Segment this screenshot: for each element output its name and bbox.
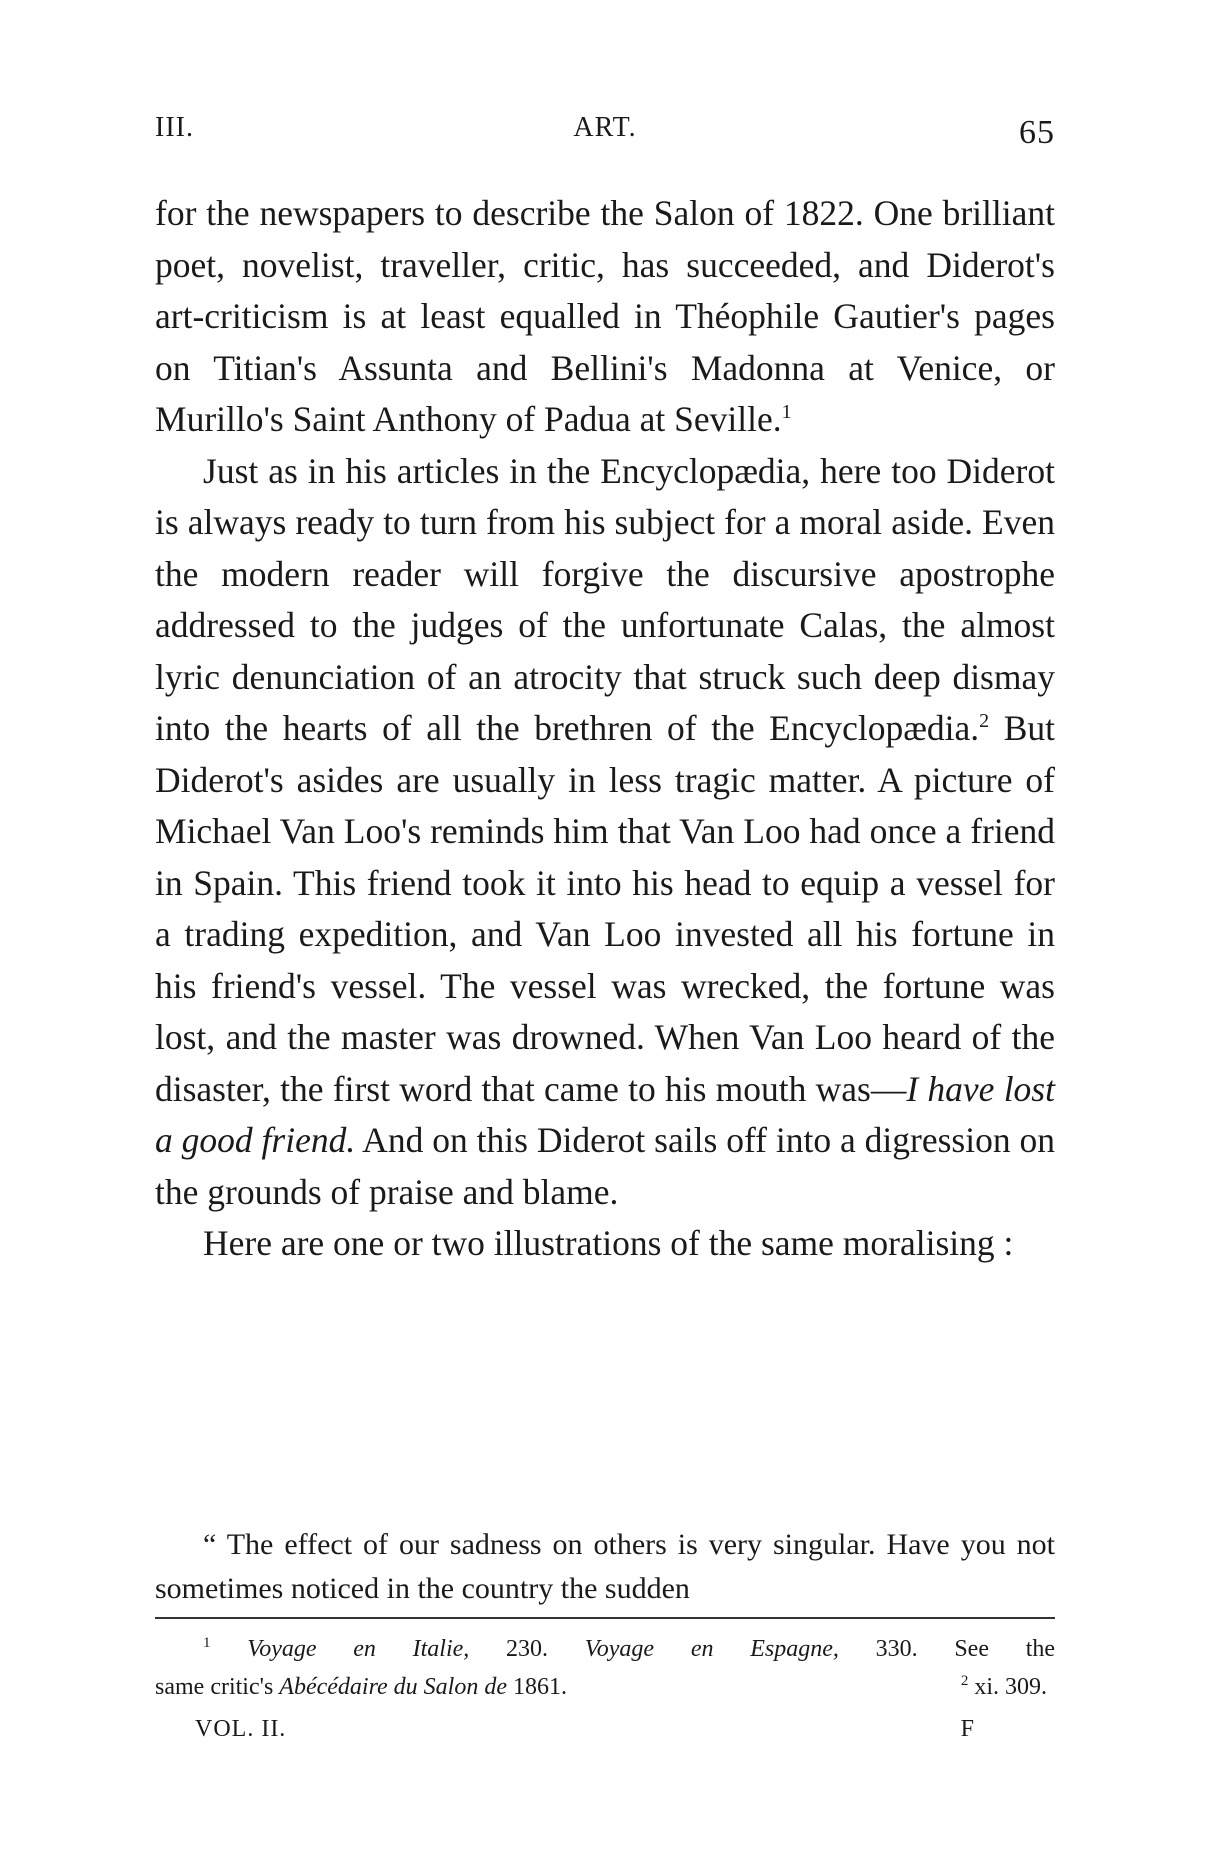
- footnotes: [155, 1630, 1055, 1706]
- paragraph-1: [155, 188, 1055, 446]
- footnote-ref-1: 1: [781, 401, 792, 424]
- footnote-line-2: [155, 1668, 1055, 1706]
- paragraph-2-text-c: And on this Diderot sails off into a digression on the grounds of praise and blame.: [155, 1120, 1055, 1212]
- footnote-1-line2-tail: 1861.: [507, 1674, 567, 1700]
- signature-mark: F: [960, 1716, 975, 1742]
- footnote-ref-2: 2: [979, 710, 990, 733]
- chapter-number: III.: [155, 112, 194, 143]
- block-quote: [155, 1523, 1055, 1611]
- footnote-2: [961, 1668, 1047, 1706]
- paragraph-3: [155, 1218, 1055, 1270]
- footnote-2-mark: 2: [960, 1673, 969, 1689]
- book-page: [155, 0, 1055, 1853]
- running-head: [155, 112, 1055, 152]
- footnote-rule: [155, 1617, 1055, 1619]
- body-text: [155, 188, 1055, 1270]
- page-number: 65: [1019, 114, 1055, 151]
- paragraph-2: [155, 446, 1055, 1219]
- footnote-1-text-b: 330. See the: [838, 1636, 1056, 1662]
- footnote-2-text: xi. 309.: [968, 1674, 1047, 1700]
- footnote-1-line2-text: same critic's: [155, 1674, 280, 1700]
- footnote-1-mark: 1: [203, 1635, 211, 1651]
- footnote-1-text-a: 230.: [469, 1636, 585, 1662]
- volume-mark: VOL. II.: [195, 1716, 287, 1742]
- paragraph-1-text: for the newspapers to describe the Salon of 1822. One brilliant poet, novelist, traveller, critic, has succeeded, and Diderot's art-criticism is at least equalled in Théophile Gautier's pages on Titian's Assunta and Bellini's Madonna at Venice, or Murillo's Saint Anthony of Padua at Seville.: [155, 193, 1055, 439]
- footnote-1-italic-a: Voyage en Italie,: [247, 1636, 470, 1662]
- signature-line: [155, 1716, 1055, 1756]
- footnote-1: [155, 1630, 1055, 1668]
- paragraph-2-text-a: Just as in his articles in the Encyclopædia, here too Diderot is always ready to turn from his subject for a moral aside. Even the modern reader will forgive the discursive apostrophe addressed to the judges of the unfortunate Calas, the almost lyric denunciation of an atrocity that struck such deep dismay into the hearts of all the brethren of the Encyclopædia.: [155, 450, 1055, 748]
- paragraph-2-text-b: But Diderot's asides are usually in less tragic matter. A picture of Michael Van Loo's reminds him that Van Loo had once a friend in Spain. This friend took it into his head to equip a vessel for a trading expedition, and Van Loo invested all his fortune in his friend's vessel. The vessel was wrecked, the fortune was lost, and the master was drowned. When Van Loo heard of the disaster, the first word that came to his mouth was—: [155, 708, 1055, 1109]
- paragraph-2-italic-quote: I have lost a good friend.: [155, 1068, 1055, 1160]
- running-title: ART.: [573, 112, 637, 143]
- paragraph-3-text: Here are one or two illustrations of the same moralising :: [203, 1223, 1014, 1263]
- footnote-1-italic-b: Voyage en Espagne,: [584, 1636, 839, 1662]
- footnote-1-line2-italic: Abécédaire du Salon de: [279, 1674, 507, 1700]
- block-quote-text: “ The effect of our sadness on others is very singular. Have you not sometimes noticed in the country the sudden: [155, 1528, 1055, 1605]
